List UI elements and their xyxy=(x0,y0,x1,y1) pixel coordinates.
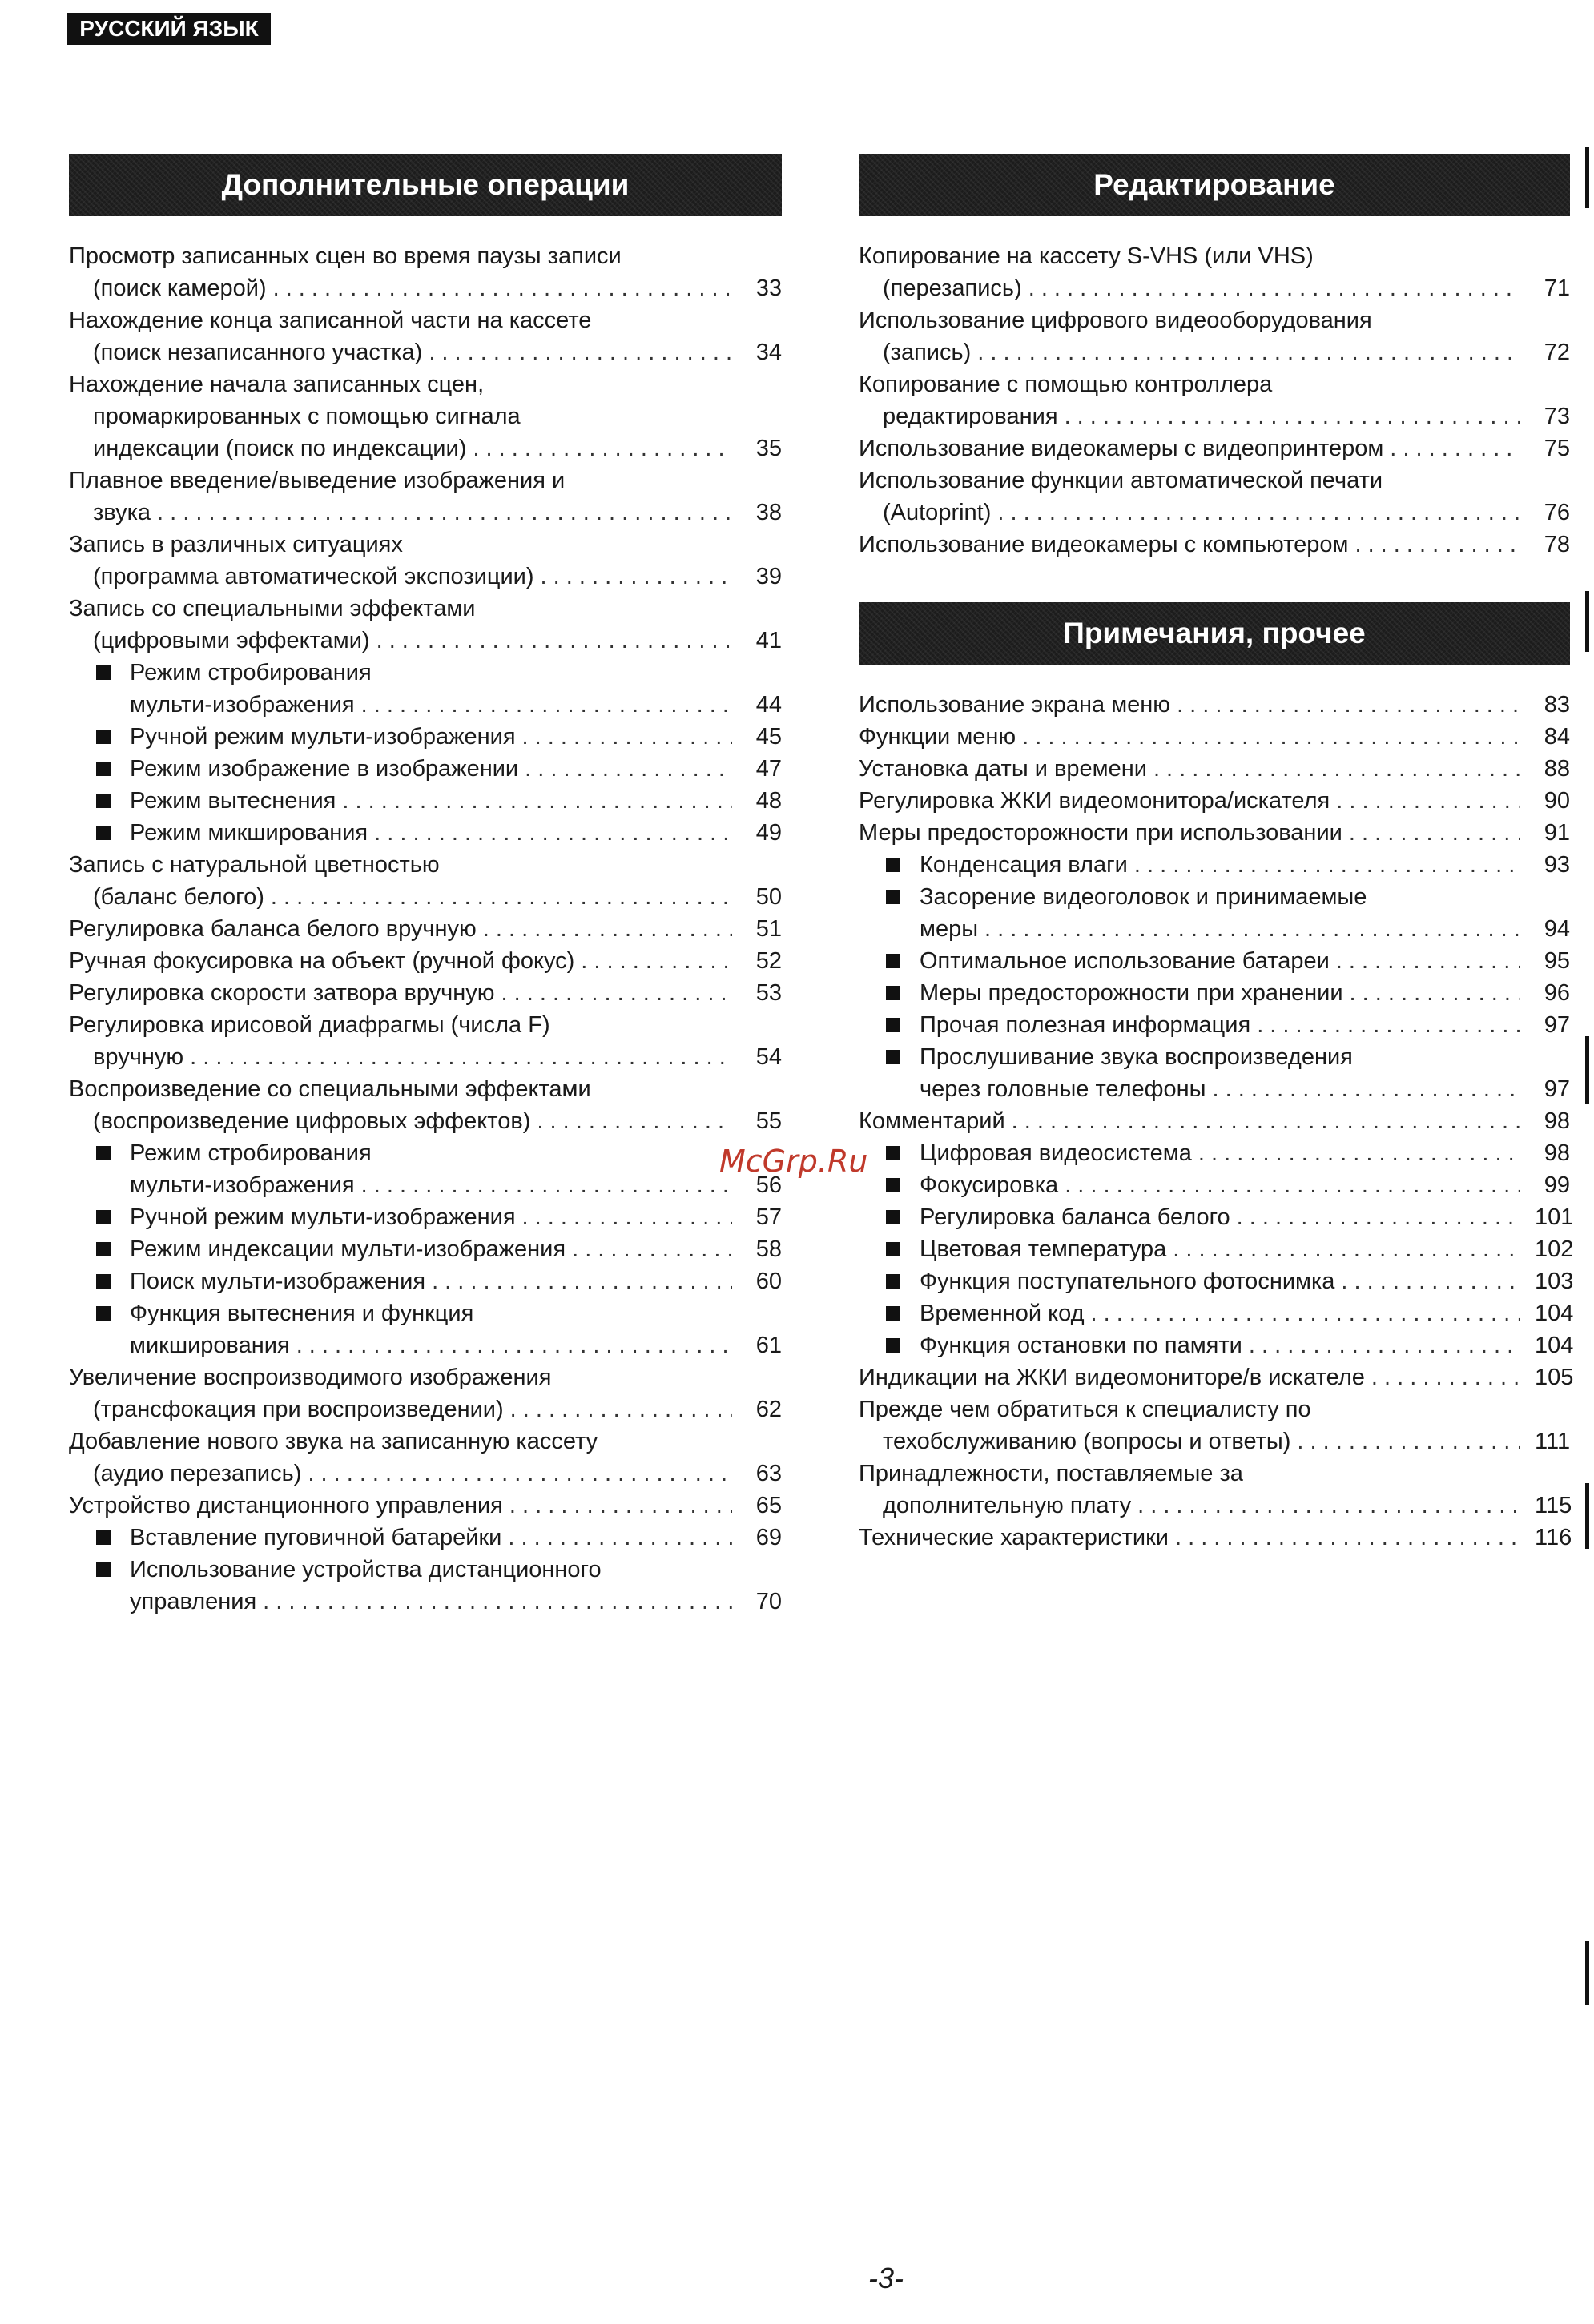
toc-entry xyxy=(69,529,782,593)
entry-title: (аудио перезапись) xyxy=(93,1461,302,1486)
entry-title: звука xyxy=(93,500,151,525)
page-number-ref: 38 xyxy=(755,500,782,525)
entry-title: (поиск незаписанного участка) xyxy=(93,340,423,365)
entry-title: Вставление пуговичной батарейки xyxy=(130,1525,502,1550)
dot-leader xyxy=(997,497,1520,529)
page-number-ref: 71 xyxy=(1544,275,1570,301)
entry-title: Нахождение конца записанной части на кассете xyxy=(69,308,592,333)
toc-entry xyxy=(69,849,782,913)
toc-subentry xyxy=(96,1297,782,1361)
dot-leader xyxy=(1198,1137,1520,1169)
entry-title: Индикации на ЖКИ видеомониторе/в искателе xyxy=(859,1365,1365,1390)
toc-entry xyxy=(859,304,1570,368)
dot-leader xyxy=(361,1169,732,1201)
entry-title: Увеличение воспроизводимого изображения xyxy=(69,1365,552,1390)
entry-title: микширования xyxy=(130,1333,290,1358)
page-number-ref: 33 xyxy=(755,275,782,301)
page-number-ref: 51 xyxy=(755,916,782,942)
dot-leader xyxy=(342,785,732,817)
toc-list xyxy=(69,240,782,1618)
entry-title: (программа автоматической экспозиции) xyxy=(93,564,534,589)
toc-subentry xyxy=(886,881,1570,945)
page-number-ref: 90 xyxy=(1544,788,1570,814)
page-number-ref: 39 xyxy=(755,564,782,589)
toc-subentry xyxy=(886,1009,1570,1041)
entry-title: Ручной режим мульти-изображения xyxy=(130,724,516,750)
dot-leader xyxy=(1173,1233,1520,1265)
toc-subentry xyxy=(886,1265,1574,1297)
square-bullet-icon xyxy=(96,1530,111,1545)
square-bullet-icon xyxy=(96,794,111,808)
square-bullet-icon xyxy=(886,986,900,1000)
entry-title: редактирования xyxy=(883,404,1058,429)
dot-leader xyxy=(1065,1169,1520,1201)
square-bullet-icon xyxy=(96,1210,111,1224)
dot-leader xyxy=(984,913,1520,945)
entry-title: Ручная фокусировка на объект (ручной фокус) xyxy=(69,948,575,974)
square-bullet-icon xyxy=(886,1306,900,1321)
page-number-ref: 58 xyxy=(755,1236,782,1262)
toc-entry xyxy=(859,1458,1570,1522)
page-number-ref: 93 xyxy=(1544,852,1570,878)
dot-leader xyxy=(1177,689,1520,721)
dot-leader xyxy=(508,1522,732,1554)
toc-subentry xyxy=(96,817,782,849)
square-bullet-icon xyxy=(96,665,111,680)
entry-title: через головные телефоны xyxy=(920,1076,1206,1102)
dot-leader xyxy=(374,817,732,849)
dot-leader xyxy=(1297,1425,1520,1458)
square-bullet-icon xyxy=(96,1306,111,1321)
page-number-ref: 69 xyxy=(755,1525,782,1550)
entry-title: Использование экрана меню xyxy=(859,692,1171,718)
entry-title: Ручной режим мульти-изображения xyxy=(130,1204,516,1230)
dot-leader xyxy=(1012,1105,1520,1137)
entry-title: Устройство дистанционного управления xyxy=(69,1493,503,1518)
page-number-ref: 75 xyxy=(1544,436,1570,461)
entry-title: (воспроизведение цифровых эффектов) xyxy=(93,1108,531,1134)
toc-list xyxy=(859,689,1574,1554)
dot-leader xyxy=(376,625,732,657)
square-bullet-icon xyxy=(886,1050,900,1064)
toc-entry xyxy=(859,240,1570,304)
entry-title: Прежде чем обратиться к специалисту по xyxy=(859,1397,1311,1422)
toc-entry xyxy=(69,240,782,304)
entry-title: Регулировка ирисовой диафрагмы (числа F) xyxy=(69,1012,550,1038)
page-number-ref: 103 xyxy=(1535,1269,1574,1294)
dot-leader xyxy=(525,753,732,785)
dot-leader xyxy=(581,945,732,977)
dot-leader xyxy=(522,721,732,753)
entry-title: Нахождение начала записанных сцен, xyxy=(69,372,485,397)
square-bullet-icon xyxy=(96,1274,111,1289)
dot-leader xyxy=(190,1041,732,1073)
entry-title: Использование функции автоматической печати xyxy=(859,468,1383,493)
entry-title: Запись в различных ситуациях xyxy=(69,532,403,557)
toc-entry xyxy=(69,593,782,657)
page-number-ref: 70 xyxy=(755,1589,782,1614)
page-number-ref: 50 xyxy=(755,884,782,910)
toc-entry xyxy=(859,1361,1574,1393)
dot-leader xyxy=(1249,1329,1520,1361)
entry-title: Функция поступательного фотоснимка xyxy=(920,1269,1335,1294)
entry-title: (перезапись) xyxy=(883,275,1022,301)
dot-leader xyxy=(1175,1522,1520,1554)
dot-leader xyxy=(572,1233,732,1265)
toc-subentry xyxy=(886,1201,1574,1233)
entry-title: Режим вытеснения xyxy=(130,788,336,814)
page-number-ref: 98 xyxy=(1544,1108,1570,1134)
toc-entry xyxy=(69,368,782,464)
dot-leader xyxy=(522,1201,732,1233)
right-column xyxy=(859,154,1574,1554)
dot-leader xyxy=(308,1458,732,1490)
page-number-ref: 41 xyxy=(755,628,782,653)
toc-entry xyxy=(859,1105,1570,1137)
entry-title: Копирование с помощью контроллера xyxy=(859,372,1273,397)
entry-title: Меры предосторожности при использовании xyxy=(859,820,1342,846)
edge-mark xyxy=(1585,1483,1589,1549)
edge-mark xyxy=(1585,147,1589,208)
toc-entry xyxy=(859,785,1570,817)
entry-title: Регулировка ЖКИ видеомонитора/искателя xyxy=(859,788,1330,814)
toc-subentry xyxy=(96,1522,782,1554)
dot-leader xyxy=(1022,721,1520,753)
entry-title: Просмотр записанных сцен во время паузы записи xyxy=(69,243,622,269)
dot-leader xyxy=(1137,1490,1520,1522)
square-bullet-icon xyxy=(886,1146,900,1160)
section-title: Примечания, прочее xyxy=(859,602,1570,665)
entry-title: Запись со специальными эффектами xyxy=(69,596,476,621)
page-number-ref: 98 xyxy=(1544,1140,1570,1166)
entry-title: индексации (поиск по индексации) xyxy=(93,436,467,461)
square-bullet-icon xyxy=(96,1562,111,1577)
page-number-ref: 95 xyxy=(1544,948,1570,974)
square-bullet-icon xyxy=(886,1018,900,1032)
page-number-ref: 47 xyxy=(755,756,782,782)
entry-title: Поиск мульти-изображения xyxy=(130,1269,426,1294)
dot-leader xyxy=(271,881,732,913)
entry-title: (запись) xyxy=(883,340,972,365)
dot-leader xyxy=(537,1105,732,1137)
toc-entry xyxy=(859,464,1570,529)
page-number-ref: 56 xyxy=(755,1172,782,1198)
square-bullet-icon xyxy=(96,1146,111,1160)
page-number-ref: 53 xyxy=(755,980,782,1006)
square-bullet-icon xyxy=(886,1178,900,1192)
toc-subentry xyxy=(886,977,1570,1009)
square-bullet-icon xyxy=(886,890,900,904)
page-number-ref: 101 xyxy=(1535,1204,1574,1230)
entry-title: Технические характеристики xyxy=(859,1525,1169,1550)
left-column xyxy=(69,154,782,1618)
entry-title: промаркированных с помощью сигнала xyxy=(93,404,521,429)
dot-leader xyxy=(1065,400,1520,432)
edge-mark xyxy=(1585,1941,1589,2005)
page-number-ref: 84 xyxy=(1544,724,1570,750)
dot-leader xyxy=(1336,945,1520,977)
entry-title: Конденсация влаги xyxy=(920,852,1128,878)
entry-title: Воспроизведение со специальными эффектами xyxy=(69,1076,591,1102)
page-number-ref: 55 xyxy=(755,1108,782,1134)
entry-title: Добавление нового звука на записанную кассету xyxy=(69,1429,598,1454)
dot-leader xyxy=(296,1329,732,1361)
entry-title: управления xyxy=(130,1589,257,1614)
page-number-ref: 99 xyxy=(1544,1172,1570,1198)
toc-subentry xyxy=(886,1233,1574,1265)
dot-leader xyxy=(1336,785,1520,817)
entry-title: меры xyxy=(920,916,979,942)
toc-subentry xyxy=(96,1554,782,1618)
toc-subentry xyxy=(96,785,782,817)
entry-title: Функция остановки по памяти xyxy=(920,1333,1242,1358)
entry-title: Функция вытеснения и функция xyxy=(130,1301,474,1326)
square-bullet-icon xyxy=(886,1242,900,1256)
toc-subentry xyxy=(886,1137,1570,1169)
toc-subentry xyxy=(886,1329,1574,1361)
section-additional-operations xyxy=(69,154,782,1618)
edge-mark xyxy=(1585,1036,1589,1104)
toc-entry xyxy=(69,913,782,945)
toc-entry xyxy=(859,432,1570,464)
dot-leader xyxy=(1153,753,1520,785)
watermark: McGrp.Ru xyxy=(719,1144,868,1179)
entry-title: Режим стробирования xyxy=(130,1140,372,1166)
page-number-ref: 78 xyxy=(1544,532,1570,557)
dot-leader xyxy=(1091,1297,1520,1329)
square-bullet-icon xyxy=(886,1210,900,1224)
dot-leader xyxy=(1134,849,1520,881)
language-label: РУССКИЙ ЯЗЫК xyxy=(67,13,271,45)
dot-leader xyxy=(483,913,732,945)
page-number-ref: 45 xyxy=(755,724,782,750)
dot-leader xyxy=(1028,272,1520,304)
toc-entry xyxy=(69,1490,782,1522)
page-number-ref: 97 xyxy=(1544,1012,1570,1038)
toc-entry xyxy=(69,1073,782,1137)
entry-title: дополнительную плату xyxy=(883,1493,1132,1518)
dot-leader xyxy=(429,336,732,368)
toc-entry xyxy=(859,753,1570,785)
entry-title: Использование видеокамеры с компьютером xyxy=(859,532,1349,557)
page-number-ref: 35 xyxy=(755,436,782,461)
toc-subentry xyxy=(886,1169,1570,1201)
square-bullet-icon xyxy=(886,1274,900,1289)
toc-subentry xyxy=(96,1233,782,1265)
entry-title: Установка даты и времени xyxy=(859,756,1147,782)
square-bullet-icon xyxy=(886,1338,900,1353)
toc-list xyxy=(859,240,1570,561)
dot-leader xyxy=(473,432,732,464)
toc-entry xyxy=(859,689,1570,721)
dot-leader xyxy=(1390,432,1520,464)
page-number-ref: 54 xyxy=(755,1044,782,1070)
entry-title: Фокусировка xyxy=(920,1172,1059,1198)
toc-entry xyxy=(69,977,782,1009)
page-number-ref: 73 xyxy=(1544,404,1570,429)
dot-leader xyxy=(1257,1009,1520,1041)
page-number-ref: 94 xyxy=(1544,916,1570,942)
dot-leader xyxy=(273,272,732,304)
dot-leader xyxy=(1341,1265,1520,1297)
entry-title: Цветовая температура xyxy=(920,1236,1167,1262)
dot-leader xyxy=(432,1265,732,1297)
entry-title: Функции меню xyxy=(859,724,1016,750)
entry-title: Комментарий xyxy=(859,1108,1005,1134)
toc-subentry xyxy=(96,753,782,785)
page-number-ref: 102 xyxy=(1535,1236,1574,1262)
page-number-ref: 44 xyxy=(755,692,782,718)
page-number-ref: 97 xyxy=(1544,1076,1570,1102)
entry-title: Регулировка баланса белого вручную xyxy=(69,916,477,942)
entry-title: Запись с натуральной цветностью xyxy=(69,852,440,878)
square-bullet-icon xyxy=(96,762,111,776)
entry-title: Регулировка скорости затвора вручную xyxy=(69,980,495,1006)
square-bullet-icon xyxy=(96,730,111,744)
toc-entry xyxy=(859,817,1570,849)
entry-title: (Autoprint) xyxy=(883,500,992,525)
dot-leader xyxy=(361,689,732,721)
page-number-ref: 52 xyxy=(755,948,782,974)
page-number-ref: 111 xyxy=(1535,1429,1571,1454)
page-number-ref: 72 xyxy=(1544,340,1570,365)
page-number-ref: 104 xyxy=(1535,1301,1574,1326)
page-number-ref: 96 xyxy=(1544,980,1570,1006)
toc-subentry xyxy=(96,721,782,753)
entry-title: Меры предосторожности при хранении xyxy=(920,980,1343,1006)
page-number-ref: 49 xyxy=(755,820,782,846)
edge-mark xyxy=(1585,591,1589,652)
entry-title: Засорение видеоголовок и принимаемые xyxy=(920,884,1367,910)
entry-title: Режим микширования xyxy=(130,820,368,846)
section-title: Редактирование xyxy=(859,154,1570,216)
page-number-ref: 63 xyxy=(755,1461,782,1486)
toc-subentry xyxy=(96,1137,782,1201)
entry-title: (баланс белого) xyxy=(93,884,264,910)
entry-title: вручную xyxy=(93,1044,184,1070)
entry-title: Плавное введение/выведение изображения и xyxy=(69,468,566,493)
entry-title: Временной код xyxy=(920,1301,1085,1326)
page-number-ref: 61 xyxy=(755,1333,782,1358)
toc-entry xyxy=(69,945,782,977)
entry-title: Регулировка баланса белого xyxy=(920,1204,1230,1230)
toc-subentry xyxy=(96,1265,782,1297)
dot-leader xyxy=(1237,1201,1520,1233)
square-bullet-icon xyxy=(886,858,900,872)
entry-title: Прослушивание звука воспроизведения xyxy=(920,1044,1353,1070)
page-number-ref: 105 xyxy=(1535,1365,1574,1390)
toc-entry xyxy=(69,1361,782,1425)
page-number: -3- xyxy=(868,2262,904,2294)
entry-title: мульти-изображения xyxy=(130,692,355,718)
entry-title: Режим изображение в изображении xyxy=(130,756,519,782)
toc-entry xyxy=(69,464,782,529)
page-number-ref: 60 xyxy=(755,1269,782,1294)
dot-leader xyxy=(157,497,732,529)
section-title: Дополнительные операции xyxy=(69,154,782,216)
page-number-ref: 88 xyxy=(1544,756,1570,782)
entry-title: Использование цифрового видеооборудования xyxy=(859,308,1372,333)
toc-subentry xyxy=(886,1041,1570,1105)
toc-entry xyxy=(69,1425,782,1490)
entry-title: Оптимальное использование батареи xyxy=(920,948,1330,974)
toc-subentry xyxy=(96,657,782,721)
toc-entry xyxy=(859,368,1570,432)
page-number-ref: 62 xyxy=(755,1397,782,1422)
entry-title: (цифровыми эффектами) xyxy=(93,628,370,653)
square-bullet-icon xyxy=(96,826,111,840)
page-number-ref: 115 xyxy=(1535,1493,1572,1518)
dot-leader xyxy=(501,977,732,1009)
toc-entry xyxy=(859,721,1570,753)
dot-leader xyxy=(1371,1361,1520,1393)
entry-title: Цифровая видеосистема xyxy=(920,1140,1192,1166)
toc-subentry xyxy=(96,1201,782,1233)
page-number-ref: 57 xyxy=(755,1204,782,1230)
dot-leader xyxy=(1213,1073,1521,1105)
dot-leader xyxy=(977,336,1520,368)
dot-leader xyxy=(510,1393,732,1425)
toc-entry xyxy=(859,529,1570,561)
entry-title: (поиск камерой) xyxy=(93,275,267,301)
page-number-ref: 48 xyxy=(755,788,782,814)
toc-entry xyxy=(859,1522,1570,1554)
dot-leader xyxy=(1349,817,1520,849)
section-notes-other xyxy=(859,602,1574,1554)
page-number-ref: 65 xyxy=(755,1493,782,1518)
entry-title: Режим индексации мульти-изображения xyxy=(130,1236,566,1262)
dot-leader xyxy=(263,1586,732,1618)
dot-leader xyxy=(541,561,732,593)
toc-entry xyxy=(859,1393,1570,1458)
toc-entry xyxy=(69,1009,782,1073)
dot-leader xyxy=(1354,529,1520,561)
entry-title: Режим стробирования xyxy=(130,660,372,686)
toc-entry xyxy=(69,304,782,368)
entry-title: Копирование на кассету S-VHS (или VHS) xyxy=(859,243,1314,269)
page-number-ref: 116 xyxy=(1535,1525,1572,1550)
toc-subentry xyxy=(886,945,1570,977)
square-bullet-icon xyxy=(96,1242,111,1256)
section-editing xyxy=(859,154,1570,561)
toc-subentry xyxy=(886,1297,1574,1329)
dot-leader xyxy=(509,1490,732,1522)
entry-title: (трансфокация при воспроизведении) xyxy=(93,1397,504,1422)
entry-title: Использование видеокамеры с видеопринтером xyxy=(859,436,1384,461)
square-bullet-icon xyxy=(886,954,900,968)
page-number-ref: 91 xyxy=(1544,820,1570,846)
dot-leader xyxy=(1350,977,1520,1009)
entry-title: техобслуживанию (вопросы и ответы) xyxy=(883,1429,1291,1454)
entry-title: Принадлежности, поставляемые за xyxy=(859,1461,1243,1486)
page-number-ref: 76 xyxy=(1544,500,1570,525)
page-number-ref: 34 xyxy=(755,340,782,365)
page-number-ref: 83 xyxy=(1544,692,1570,718)
entry-title: Использование устройства дистанционного xyxy=(130,1557,602,1582)
toc-subentry xyxy=(886,849,1570,881)
entry-title: мульти-изображения xyxy=(130,1172,355,1198)
page-number-ref: 104 xyxy=(1535,1333,1574,1358)
entry-title: Прочая полезная информация xyxy=(920,1012,1251,1038)
